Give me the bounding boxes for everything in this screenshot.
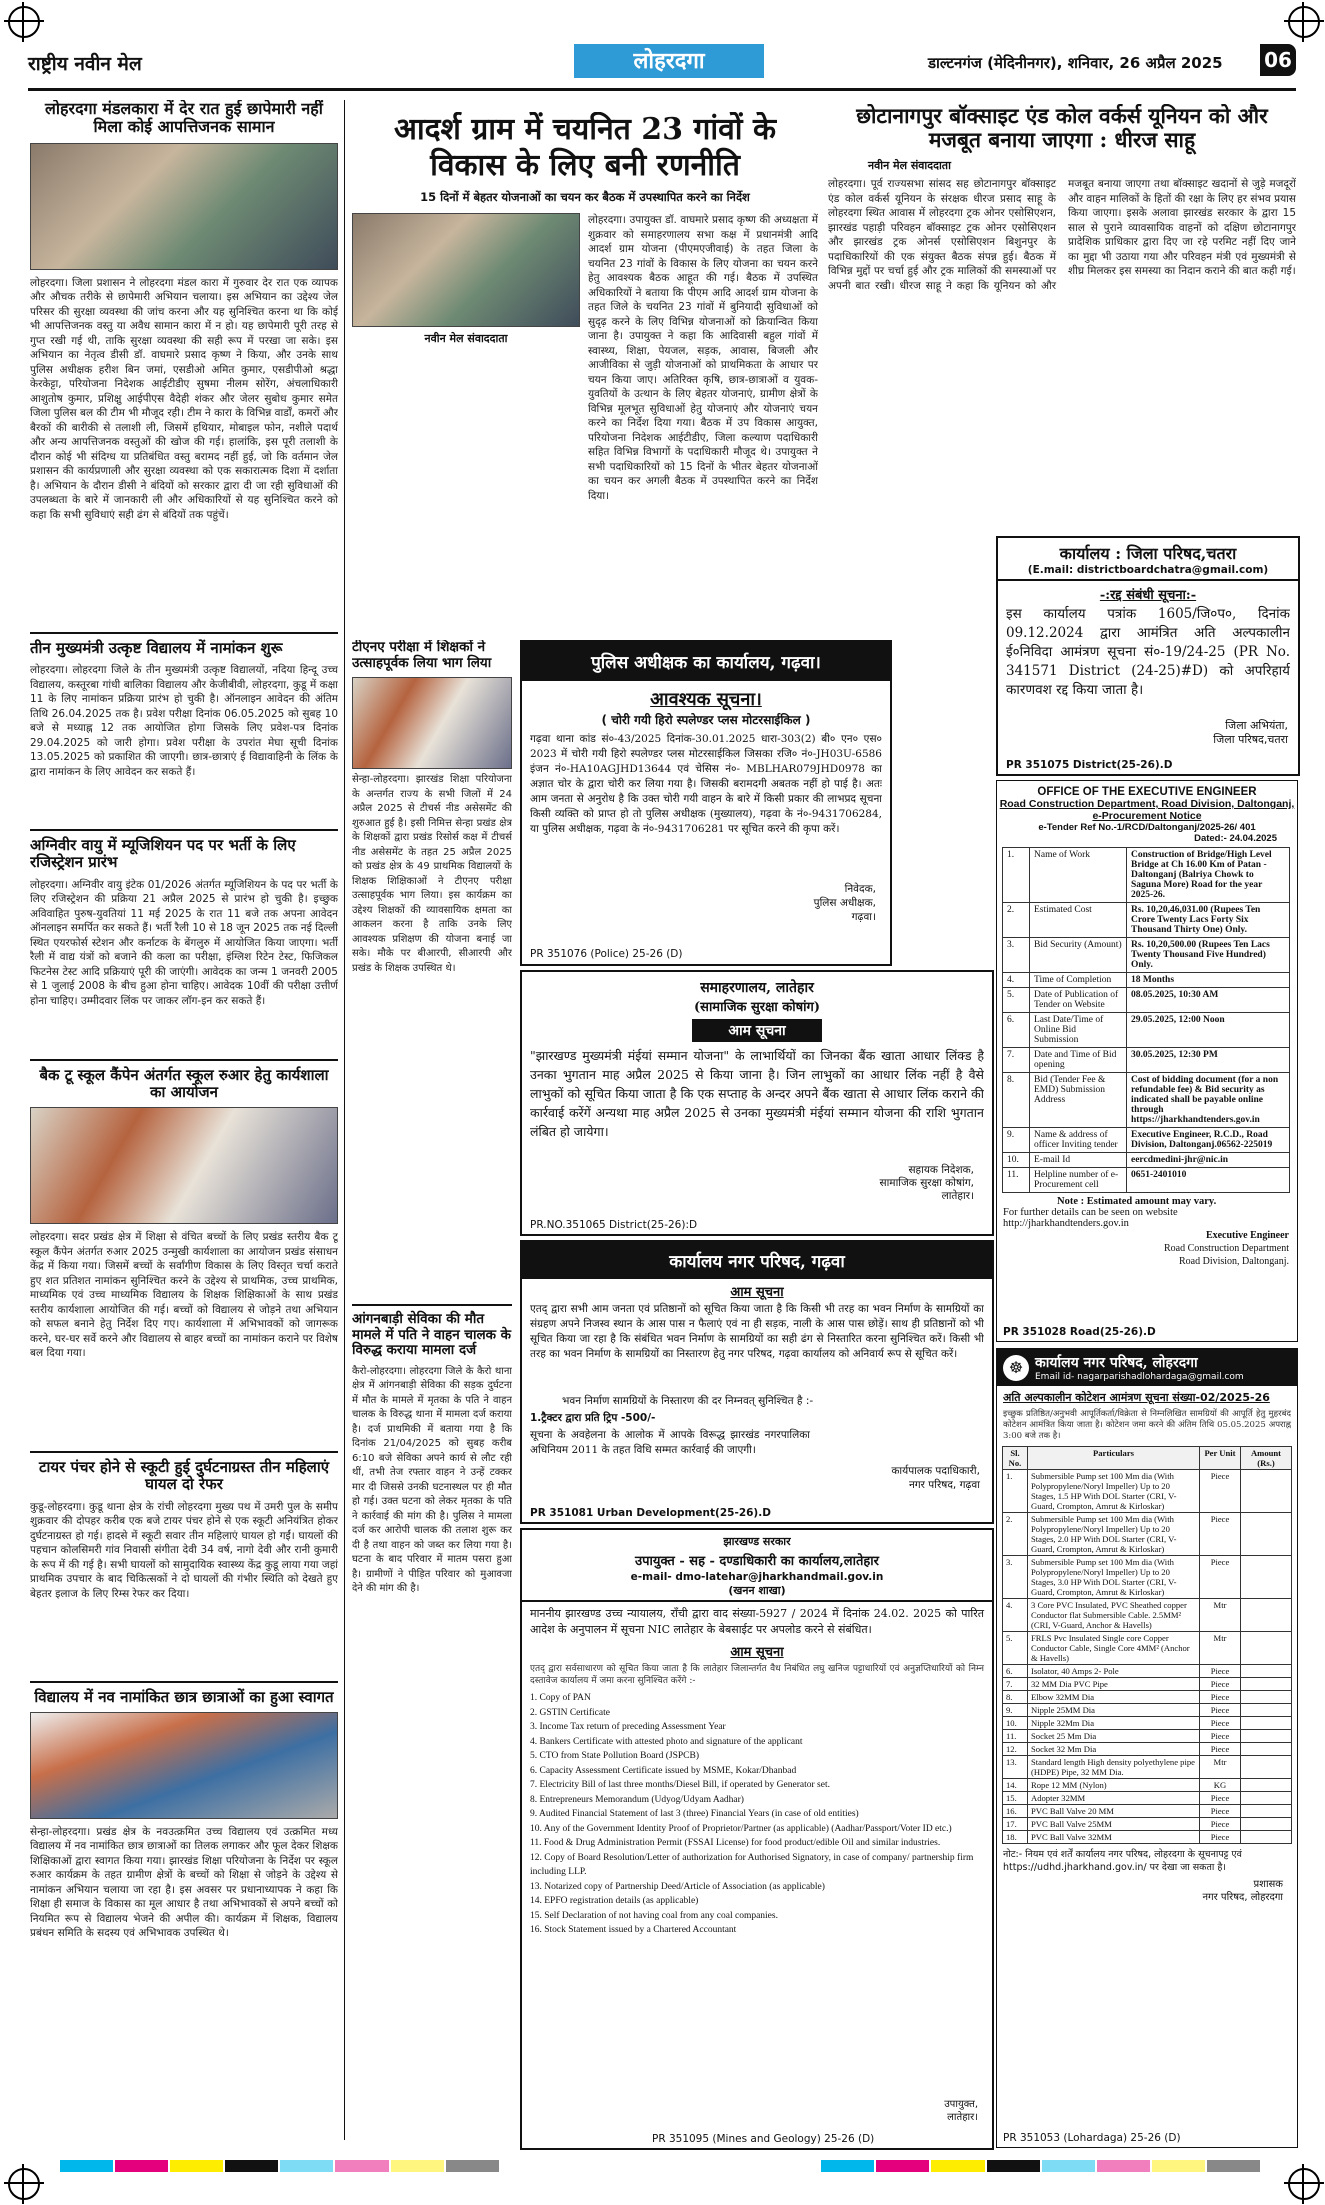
table-cell: 15. <box>1003 1792 1028 1805</box>
ad-sign: गढ़वा। <box>851 911 876 923</box>
section-title: लोहरदगा <box>574 44 764 78</box>
story-photo <box>352 677 512 769</box>
table-cell-amount <box>1241 1704 1292 1717</box>
table-row <box>1003 1665 1292 1678</box>
ad-body-2: सूचना के अवहेलना के आलोक में आपके विरूद्ध झारखंड नगरपालिका अधिनियम 2011 के तहत विधि सम्मत कार्रवाई की जाएगी। <box>530 1429 810 1456</box>
divider <box>30 632 338 634</box>
table-cell: 7. <box>1003 1048 1030 1073</box>
table-cell: Estimated Cost <box>1030 903 1127 938</box>
ad-pr-number: PR 351075 District(25-26).D <box>1006 759 1173 771</box>
story-scooty-accident <box>30 1459 338 1675</box>
ad-pr-number: PR 351076 (Police) 25-26 (D) <box>530 948 683 960</box>
ad-sign: निवेदक, <box>844 883 876 895</box>
table-header-cell: Amount (Rs.) <box>1241 1447 1292 1470</box>
table-cell: 6. <box>1003 1665 1028 1678</box>
story-headline: बैक टू स्कूल कैंपेन अंतर्गत स्कूल रुआर हेतु कार्यशाला का आयोजन <box>39 1065 329 1101</box>
story-body: कैरो-लोहरदगा। लोहरदगा जिले के कैरो थाना क्षेत्र में आंगनबाड़ी सेविका की सड़क दुर्घटना में मौत के मामले में मृतका के पति ने वाहन चालक के विरुद्ध थाना में मामला दर्ज कराया है। दर्ज प्राथमिकी में बताया गया है कि दिनांक 21/04/2025 को सुबह करीब 6:10 बजे सेविका अपने कार्य से लौट रही थीं, तभी तेज रफ्तार वाहन ने उन्हें टक्कर मार दी जिससे उनकी घटनास्थल पर ही मौत हो गई। उक्त घटना को लेकर मृतका के पति ने कार्रवाई की मांग की है। पुलिस ने मामला दर्ज कर आरोपी चालक की तलाश शुरू कर दी है तथा वाहन को जब्त कर लिया गया है। घटना के बाद परिवार में मातम पसरा हुआ है। ग्रामीणों ने पीड़ित परिवार को मुआवजा देने की मांग की है। <box>352 1365 512 1595</box>
table-row <box>1003 1013 1290 1048</box>
table-row <box>1003 1704 1292 1717</box>
ad-sign: जिला परिषद,चतरा <box>1213 733 1288 746</box>
table-cell: Submersible Pump set 100 Mm dia (With Polypropylene/Noryl Impeller) Up to 20 Stages, 2.0 HP With DOL Starter (CRI, V-Guard, Crompton, Amrut & Kirloskar) <box>1028 1513 1200 1556</box>
ad-body: गढ़वा थाना कांड सं०-43/2025 दिनांक-30.01.2025 धारा-303(2) बी० एन० एस० 2023 में चोरी गयी हिरो स्पलेण्डर प्लस मोटरसाईकिल जिसका रजि० नं०-JH03U-6586 इंजन नं०-HA10AGJHD13644 एवं चेसिस नं०- MBLHAR079JHD0978 का अज्ञात चोर के द्वारा चोरी कर लिया गया है। जिसकी बरामदगी अबतक नहीं हो पाई है। अतः आम जनता से अनुरोध है कि उक्त चोरी गयी वाहन के बारे में किसी प्रकार की लाभप्रद सूचना किसी व्यक्ति को प्राप्त हो तो पुलिस अधीक्षक (मुख्यालय), गढ़वा के नं०-9431706284, या पुलिस अधीक्षक, गढ़वा के नं०-9431706281 पर सूचित करने की कृपा करें। <box>530 733 882 835</box>
ad-intro: एतद् द्वारा सर्वसाधारण को सूचित किया जाता है कि लातेहार जिलान्तर्गत वैध निबंधित लघु खनिज पट्टाधारियों एवं अनुज्ञप्तिधारियों को निम्न दस्तावेज कार्यालय में जमा करना सुनिश्चित करेंगे :- <box>530 1664 984 1686</box>
table-row <box>1003 1743 1292 1756</box>
ad-pr-number: PR 351028 Road(25-26).D <box>1003 1326 1156 1338</box>
union-body: लोहरदगा। पूर्व राज्यसभा सांसद सह छोटानागपुर बॉक्साइट एंड कोल वर्कर्स यूनियन के संरक्षक धीरज प्रसाद साहू के लोहरदगा स्थित आवास में लोहरदगा ट्रक ओनर एसोसिएशन, झारखंड पहाड़ी परिवहन बॉक्साइट ट्रक ओनर एसोसिएशन और झारखंड ट्रक ओनर्स एसोसिएशन बिशुनपुर के पदाधिकारियों की एक संयुक्त बैठक संपन्न हुई। बैठक में विभिन्न मुद्दों पर चर्चा हुई और ट्रक मालिकों की समस्याओं पर अपनी बात रखी। धीरज साहू ने कहा कि यूनियन को और मजबूत बनाया जाएगा तथा बॉक्साइट खदानों से जुड़े मजदूरों और वाहन मालिकों के हितों की रक्षा के लिए हर संभव प्रयास किया जाएगा। इसके अलावा झारखंड सरकार के द्वारा 15 साल से पुराने व्यावसायिक वाहनों को दक्षिण छोटानागपुर प्रादेशिक प्राधिकार द्वारा दिए जा रहे परमिट नहीं दिए जाने का मुद्दा भी उठाया गया और परिवहन मंत्री एवं मुख्यमंत्री से शीघ्र मिलकर इस समस्या का निदान कराने की बात कही गई। <box>828 178 1296 292</box>
table-cell: 1. <box>1003 848 1030 903</box>
story-back-to-school <box>30 1067 338 1446</box>
ad-lead: माननीय झारखण्ड उच्च न्यायालय, राँची द्वारा वाद संख्या-5927 / 2024 में दिनांक 24.02. 2025 को पारित आदेश के अनुपालन में सूचना NIC लातेहार के बेबसाईट पर अपलोड करने से संबंधित। <box>530 1607 984 1636</box>
table-cell: Standard length High density polyethylene pipe (HDPE) Pipe, 32 MM Dia. <box>1028 1756 1200 1779</box>
table-cell: Piece <box>1200 1743 1241 1756</box>
divider <box>30 1681 338 1683</box>
document-list-item: 11. Food & Drug Administration Permit (FSSAI License) for food product/edible Oil and similar industries. <box>530 1838 941 1848</box>
document-list-item: 9. Audited Financial Statement of last 3 (three) Financial Years (in case of old entities) <box>530 1809 859 1819</box>
table-cell: FRLS Pvc Insulated Single core Copper Conductor Cable, Single Core 4MM² (Anchor & Havells) <box>1028 1632 1200 1665</box>
table-cell: Rope 12 MM (Nylon) <box>1028 1779 1200 1792</box>
table-cell: KG <box>1200 1779 1241 1792</box>
table-cell: Piece <box>1200 1691 1241 1704</box>
table-cell: Elbow 32MM Dia <box>1028 1691 1200 1704</box>
table-row <box>1003 1513 1292 1556</box>
table-row <box>1003 1599 1292 1632</box>
ad-sign: लातेहार। <box>947 2112 978 2123</box>
dateline: डाल्टनगंज (मेदिनीनगर), शनिवार, 26 अप्रैल 2025 <box>928 54 1223 72</box>
ad-email: e-mail- dmo-latehar@jharkhandmail.gov.in <box>630 1571 884 1583</box>
table-cell: 12. <box>1003 1743 1028 1756</box>
table-header-cell: Particulars <box>1028 1447 1200 1470</box>
table-cell: 11. <box>1003 1168 1030 1193</box>
table-cell: Name of Work <box>1030 848 1127 903</box>
table-cell: Piece <box>1200 1470 1241 1513</box>
story-headline: आंगनबाड़ी सेविका की मौत मामले में पति ने वाहन चालक के विरुद्ध कराया मामला दर्ज <box>352 1311 512 1359</box>
story-anganwadi <box>352 1312 512 2025</box>
table-cell: Submersible Pump set 100 Mm dia (With Polypropylene/Noryl Impeller) Up to 20 Stages, 1.5 HP With DOL Starter (CRI, V-Guard, Crompton, Amrut & Kirloskar) <box>1028 1470 1200 1513</box>
document-list-item: 6. Capacity Assessment Certificate issued by MSME, Kokar/Dhanbad <box>530 1765 797 1776</box>
document-list-item: 4. Bankers Certificate with attested photo and signature of the applicant <box>530 1736 803 1747</box>
table-cell: 32 MM Dia PVC Pipe <box>1028 1678 1200 1691</box>
table-cell: 9. <box>1003 1128 1030 1153</box>
ad-dept: (खनन शाखा) <box>522 1583 992 1602</box>
document-list-item: 7. Electricity Bill of last three months/Diesel Bill, if operated by Generator set. <box>530 1780 830 1790</box>
table-cell-amount <box>1241 1470 1292 1513</box>
ad-title: OFFICE OF THE EXECUTIVE ENGINEER <box>1037 786 1257 798</box>
ad-line: भवन निर्माण सामग्रियों के निस्तारण की दर निम्नवत् सुनिश्चित है :- <box>562 1395 814 1407</box>
table-cell: 29.05.2025, 12:00 Noon <box>1127 1013 1290 1048</box>
table-cell: PVC Ball Valve 20 MM <box>1028 1805 1200 1818</box>
table-cell: Socket 32 Mm Dia <box>1028 1743 1200 1756</box>
ad-title: कार्यालय नगर परिषद, गढ़वा <box>522 1242 992 1279</box>
table-cell: 8. <box>1003 1691 1028 1704</box>
union-story <box>828 104 1296 524</box>
table-row <box>1003 1556 1292 1599</box>
table-cell-amount <box>1241 1632 1292 1665</box>
table-cell-amount <box>1241 1805 1292 1818</box>
table-row <box>1003 1470 1292 1513</box>
table-row <box>1003 1792 1292 1805</box>
document-list-item: 16. Stock Statement issued by a Chartered Accountant <box>530 1925 737 1935</box>
table-row <box>1003 1678 1292 1691</box>
story-body: लोहरदगा। जिला प्रशासन ने लोहरदगा मंडल कारा में गुरुवार देर रात एक व्यापक और औचक तरीके से छापेमारी अभियान चलाया। इस अभियान का उद्देश्य जेल परिसर की सुरक्षा व्यवस्था की जांच करना और यह सुनिश्चित करना था कि कोई भी आपत्तिजनक वस्तु या अवैध सामान कारा में न हो। यह छापेमारी पूरी तरह से गुप्त रखी गई थी, ताकि सुरक्षा व्यवस्था की सही रूप में परखा जा सके। इस अभियान का नेतृत्व डीसी डॉ. वाघमारे प्रसाद कृष्ण ने किया, और उनके साथ पुलिस अधीक्षक हरीश बिन जमां, एसडीओ अमित कुमार, एसडीपीओ श्रद्धा केरकेट्टा, परियोजना निदेशक आईटीडीए सुषमा नीलम सोरेंग, अंचलाधिकारी आशुतोष कुमार, प्रशिक्षु आईपीएस वैदेही शंकर और जेलर सुबोध कुमार समेत जिला पुलिस बल की टीम भी मौजूद रही। टीम ने कारा के विभिन्न वार्डों, कमरों और बैरकों की बारीकी से तलाशी ली, जिसमें हथियार, मोबाइल फोन, नशीले पदार्थ और अन्य आपत्तिजनक वस्तुओं की खोज की गई। हालांकि, इस पूरी तलाशी के दौरान कोई भी संदिग्ध या प्रतिबंधित वस्तु बरामद नहीं हुई, जो कि वर्तमान जेल प्रशासन की कार्यप्रणाली और सुरक्षा व्यवस्था को एक सकारात्मक दिशा में दर्शाता है। अभियान के दौरान डीसी ने बंदियों को सरकार द्वारा दी जा रही सुविधाओं की उपलब्धता के बारे में जानकारी ली और अधिकारियों से यह सुनिश्चित करने को कहा कि सभी सुविधाएं सही ढंग से बंदियों तक पहुंचें। <box>30 276 338 521</box>
story-body: लोहरदगा। लोहरदगा जिले के तीन मुख्यमंत्री उत्कृष्ट विद्यालयों, नदिया हिन्दू उच्च विद्यालय, कस्तूरबा गांधी बालिका विद्यालय और केजीबीवी, लोहरदगा, कुडू में कक्षा 11 के लिए नामांकन प्रक्रिया प्रारंभ हो चुकी है। ऑनलाइन आवेदन की अंतिम तिथि 26.04.2025 तक है। प्रवेश परीक्षा दिनांक 06.05.2025 को सुबह 10 बजे से मध्याह्न 12 तक आयोजित होगा जिसके लिए प्रवेश-पत्र दिनांक 29.04.2025 को जारी होगा। प्रवेश परीक्षा के उपरांत मेघा सूची दिनांक 13.05.2025 को प्रकाशित की जाएगी। छात्र-छात्राएं ई विद्यावाहिनी के लिंक के द्वारा नामांकन के लिए आवेदन कर सकते हैं। <box>30 664 338 778</box>
table-cell: Submersible Pump set 100 Mm dia (With Polypropylene/Noryl Impeller) Up to 20 Stages, 3.0 HP With DOL Starter (CRI, V-Guard, Crompton, Amrut & Kirloskar) <box>1028 1556 1200 1599</box>
ad-title: समाहरणालय, लातेहार <box>700 980 814 996</box>
table-cell: 10. <box>1003 1153 1030 1168</box>
ad-gov: झारखण्ड सरकार <box>723 1535 791 1548</box>
ad-body: इस कार्यालय पत्रांक 1605/जि०प०, दिनांक 09.12.2024 द्वारा आमंत्रित अति अल्पकालीन ई०निविदा आमंत्रण सूचना सं०-19/24-25 (PR No. 341571 District (24-25)#D) को अपरिहार्य कारणवश रद्द किया जाता है। <box>1006 606 1290 698</box>
lead-body: लोहरदगा। उपायुक्त डॉ. वाघमारे प्रसाद कृष्ण की अध्यक्षता में शुक्रवार को समाहरणालय सभा कक्ष में प्रधानमंत्री आदि आदर्श ग्राम योजना (पीएमएजीवाई) के तहत जिला के चयनित 23 गांवों के विकास के लिए योजना का चयन करने हेतु आवश्यक बैठक आहूत की गई। बैठक में उपस्थित अधिकारियों ने बताया कि पीएम आदि आदर्श ग्राम योजना के तहत जिले के चयनित 23 गांवों में बुनियादी सुविधाओं को सुदृढ़ करने के लिए विभिन्न योजनाओं को क्रियान्वित किया जाना है। उपायुक्त ने कहा कि आदिवासी बहुल गांवों में स्वास्थ्य, शिक्षा, पेयजल, सड़क, आवास, बिजली और आजीविका से जुड़ी योजनाओं को प्राथमिकता के आधार पर चयन किया जाए। अतिरिक्त कृषि, छात्र-छात्राओं व युवक-युवतियों के उत्थान के लिए बेहतर योजनाएं, ग्रामीण क्षेत्रों के विभिन्न मूलभूत सुविधाओं हेतु योजनाएं और योजनाएं चयन करने का निर्देश दिया गया। बैठक में उप विकास आयुक्त, परियोजना निदेशक आईटीडीए, जिला कल्याण पदाधिकारी सहित विभिन्न विभागों के पदाधिकारी मौजूद थे। उपायुक्त ने सभी पदाधिकारियों को 15 दिनों के भीतर बेहतर योजनाओं का चयन कर अगली बैठक में उपस्थापित करने का निर्देश दिया। <box>588 214 818 502</box>
table-cell-amount <box>1241 1513 1292 1556</box>
table-cell-amount <box>1241 1678 1292 1691</box>
table-cell: 0651-2401010 <box>1127 1168 1290 1193</box>
table-row <box>1003 1128 1290 1153</box>
story-body: सेन्हा-लोहरदगा। प्रखंड क्षेत्र के नवउत्क्रमित उच्च विद्यालय एवं उत्क्रमित मध्य विद्यालय में नव नामांकित छात्र छात्राओं का तिलक लगाकर और फूल देकर शिक्षक शिक्षिकाओं द्वारा स्वागत किया गया। झारखंड शिक्षा परियोजना के निर्देश पर स्कूल रुआर कार्यक्रम के तहत ग्रामीण क्षेत्रों के बच्चों को शिक्षा से जोड़ने के उद्देश्य से नामांकन अभियान चलाया जा रहा है। इस अवसर पर प्रधानाध्यापक ने कहा कि शिक्षा ही समाज के विकास का मूल आधार है तथा अभिभावकों से अपने बच्चों को नियमित रूप से विद्यालय भेजने की अपील की। कार्यक्रम में शिक्षक, विद्यालय प्रबंधन समिति के सदस्य एवं अभिभावक उपस्थित थे। <box>30 1825 338 1940</box>
middle-story-column <box>352 640 512 2140</box>
page-header <box>28 44 1296 84</box>
table-cell: 2. <box>1003 903 1030 938</box>
table-cell: Executive Engineer, R.C.D., Road Division, Daltonganj.06562-225019 <box>1127 1128 1290 1153</box>
table-cell: Name & address of officer Inviting tender <box>1030 1128 1127 1153</box>
table-cell: 11. <box>1003 1730 1028 1743</box>
table-cell: Date of Publication of Tender on Website <box>1030 988 1127 1013</box>
story-tna-exam <box>352 640 512 1298</box>
table-cell: Nipple 32Mm Dia <box>1028 1717 1200 1730</box>
story-photo <box>30 143 338 270</box>
ad-ref: e-Tender Ref No.-1/RCD/Daltonganj/2025-26/ 401 <box>1038 822 1256 833</box>
story-agniveer <box>30 837 338 1053</box>
table-cell: Last Date/Time of Online Bid Submission <box>1030 1013 1127 1048</box>
story-body: लोहरदगा। सदर प्रखंड क्षेत्र में शिक्षा से वंचित बच्चों के लिए प्रखंड स्तरीय बैक टू स्कूल कैंपेन अंतर्गत रुआर 2025 उन्मुखी कार्यशाला का आयोजन प्रखंड संसाधन केंद्र में किया गया। जिसमें बच्चों के सर्वांगीण विकास के लिए विस्तृत चर्चा कराते हुए शत प्रतिशत नामांकन सुनिश्चित करने के उद्देश्य से प्राथमिक, उच्च प्राथमिक, माध्यमिक एवं उच्च माध्यमिक विद्यालय के शिक्षक शिक्षिकाओं के साथ प्रखंड स्तरीय कार्यशाला आयोजित की गई। बच्चों को विद्यालय से जोड़ने तथा अभियान को सफल बनाने हेतु निर्देश दिए गए। कार्यशाला में अभिभावकों को जागरूक करने, घर-घर सर्वे करने और विद्यालय से बाहर बच्चों का नामांकन कराने पर विशेष बल दिया गया। <box>30 1231 338 1360</box>
ad-sign: Road Construction Department <box>1164 1243 1289 1254</box>
table-header-row <box>1003 1447 1292 1470</box>
table-cell: Mtr <box>1200 1632 1241 1665</box>
ad-subtitle: (सामाजिक सुरक्षा कोषांग) <box>694 1000 820 1015</box>
header-rule <box>28 88 1296 91</box>
table-cell: 5. <box>1003 988 1030 1013</box>
story-photo <box>30 1107 338 1224</box>
table-cell: 9. <box>1003 1704 1028 1717</box>
table-row <box>1003 903 1290 938</box>
ad-sign: जिला अभियंता, <box>1225 719 1288 732</box>
ad-sign: कार्यपालक पदाधिकारी, <box>891 1465 980 1477</box>
table-row <box>1003 1805 1292 1818</box>
ad-sign: नगर परिषद, लोहरदगा <box>1202 1892 1283 1903</box>
ad-pr-number: PR 351053 (Lohardaga) 25-26 (D) <box>1003 2132 1181 2144</box>
divider <box>352 1304 512 1306</box>
ad-note: Note : Estimated amount may vary. <box>1057 1196 1217 1207</box>
table-cell: 8. <box>1003 1073 1030 1128</box>
table-cell: 10. <box>1003 1717 1028 1730</box>
document-list-item: 14. EPFO registration details (as applicable) <box>530 1896 699 1906</box>
table-cell: Adopter 32MM <box>1028 1792 1200 1805</box>
registration-mark-top-right <box>1288 6 1320 38</box>
story-body: सेन्हा-लोहरदगा। झारखंड शिक्षा परियोजना के अन्तर्गत राज्य के सभी जिलों में 24 अप्रैल 2025 से टीचर्स नीड असेसमेंट की शुरुआत हुई है। इसी निमित्त सेन्हा प्रखंड क्षेत्र के शिक्षकों द्वारा प्रखंड रिसोर्स कक्ष में टीचर्स नीड असेसमेंट के तहत 25 अप्रैल 2025 को प्रखंड क्षेत्र के 49 प्राथमिक विद्यालयों के शिक्षक शिक्षिकाओं ने टीएनए परीक्षा उत्साहपूर्वक भाग लिया। इस कार्यक्रम का उद्देश्य शिक्षकों की व्यावसायिक क्षमता का आकलन करना है ताकि उनके लिए आवश्यक प्रशिक्षण की योजना बनाई जा सके। मौके पर बीआरपी, सीआरपी और प्रखंड के शिक्षक उपस्थित थे। <box>352 774 512 974</box>
table-cell: E-mail Id <box>1030 1153 1127 1168</box>
table-cell-amount <box>1241 1792 1292 1805</box>
table-cell: 08.05.2025, 10:30 AM <box>1127 988 1290 1013</box>
table-cell: Piece <box>1200 1792 1241 1805</box>
table-row <box>1003 1073 1290 1128</box>
table-cell: Piece <box>1200 1831 1241 1844</box>
table-row <box>1003 1818 1292 1831</box>
ad-title: पुलिस अधीक्षक का कार्यालय, गढ़वा। <box>522 642 890 681</box>
union-headline: छोटानागपुर बॉक्साइट एंड कोल वर्कर्स यूनियन को और मजबूत बनाया जाएगा : धीरज साहू <box>856 104 1268 153</box>
story-headline: तीन मुख्यमंत्री उत्कृष्ट विद्यालय में नामांकन शुरू <box>30 638 283 657</box>
union-byline: नवीन मेल संवाददाता <box>868 159 951 173</box>
document-list-item: 15. Self Declaration of not having coal from any coal companies. <box>530 1910 778 1921</box>
table-row <box>1003 1632 1292 1665</box>
table-cell: 4. <box>1003 973 1030 988</box>
masthead: राष्ट्रीय नवीन मेल <box>28 53 142 75</box>
document-list-item: 12. Copy of Board Resolution/Letter of authorization for Authorised Signatory, in case of company/ partnership firm including LLP. <box>530 1852 974 1877</box>
table-cell: 16. <box>1003 1805 1028 1818</box>
ad-sign: Road Division, Daltonganj. <box>1179 1256 1289 1267</box>
table-cell: 3 Core PVC Insulated, PVC Sheathed copper Conductor flat Submersible Cable. 2.5MM² (CRI, V-Guard, Anchor & Havells) <box>1028 1599 1200 1632</box>
document-list-item: 10. Any of the Government Identity Proof of Proprietor/Partner (as applicable) (Aadhar/Passport/Voter ID etc.) <box>530 1823 952 1834</box>
ad-email: Email id- nagarparishadlohardaga@gmail.com <box>1035 1372 1244 1382</box>
document-list-item: 8. Entrepreneurs Memorandum (Udyog/Udyam Aadhar) <box>530 1794 744 1805</box>
ad-notice-title: आम सूचना <box>692 1019 822 1042</box>
table-cell: 2. <box>1003 1513 1028 1556</box>
table-cell: Time of Completion <box>1030 973 1127 988</box>
table-cell-amount <box>1241 1556 1292 1599</box>
table-cell: Piece <box>1200 1665 1241 1678</box>
table-row <box>1003 973 1290 988</box>
ad-foot-note: नोट:- नियम एवं शर्तें कार्यालय नगर परिषद, लोहरदगा के सूचनापट्ट एवं https://udhd.jharkhand.gov.in/ पर देखा जा सकता है। <box>1003 1849 1242 1873</box>
ad-body: "झारखण्ड मुख्यमंत्री मंईयां सम्मान योजना" के लाभार्थियों का जिनका बैंक खाता आधार लिंक्ड है उनका भुगतान माह अप्रैल 2025 से किया जाना है। जिन लाभुकों का आधार लिंक नहीं है वैसे लाभुकों को सूचित किया जाता है कि एक सप्ताह के अन्दर अपने बैंक खाता से आधार लिंक कराने की कार्रवाई करेंगें अन्यथा माह अप्रैल 2025 से उनका मुख्यमंत्री मंईयां सम्मान योजना की राशि भुगतान लंबित हो जायेगा। <box>530 1048 984 1139</box>
table-row <box>1003 988 1290 1013</box>
table-cell-amount <box>1241 1730 1292 1743</box>
table-row <box>1003 1717 1292 1730</box>
table-cell: PVC Ball Valve 25MM <box>1028 1818 1200 1831</box>
ad-pr-number: PR 351081 Urban Development(25-26).D <box>530 1507 771 1519</box>
ad-intro: इच्छुक प्रतिष्ठित/अनुभवी आपूर्तिकर्ता/विक्रेता से निम्नलिखित सामग्रियों की आपूर्ति हेतु मुहरबंद कोटेशन आमंत्रित किया जाता है। कोटेशन जमा करने की अंतिम तिथि 05.05.2025 अपराह्न 3:00 बजे तक है। <box>1003 1409 1291 1441</box>
table-cell: 5. <box>1003 1632 1028 1665</box>
table-cell: 3. <box>1003 938 1030 973</box>
table-cell: 4. <box>1003 1599 1028 1632</box>
tender-table <box>1002 847 1290 1193</box>
table-cell: Mtr <box>1200 1599 1241 1632</box>
color-calibration-bar <box>60 2160 1260 2172</box>
emblem-icon: ☸ <box>1003 1355 1029 1381</box>
lead-photo <box>352 213 580 327</box>
table-cell: 18 Months <box>1127 973 1290 988</box>
ad-subtitle: ( चोरी गयी हिरो स्पलेण्डर प्लस मोटरसाईकिल ) <box>601 713 811 727</box>
ad-body: एतद् द्वारा सभी आम जनता एवं प्रतिष्ठानों को सूचित किया जाता है कि किसी भी तरह का भवन निर्माण के सामग्रियों का संग्रहण अपने निजस्व स्थान के आस पास न फैलाएं एवं ना ही सड़क, नाली के आस पास छोड़ें। साथ ही प्रतिष्ठानों को भी सूचित किया जा रहा है कि संबंधित भवन निर्माण के सामग्रियों का सही ढंग से निस्तारित करना सुनिश्चित करें। किसी भी तरह का भवन निर्माण के सामग्रियों का निस्तारण हेतु नगर परिषद, गढ़वा कार्यालय को अनिवार्य रूप से सूचित करें। <box>530 1303 984 1360</box>
table-cell: Piece <box>1200 1805 1241 1818</box>
lead-story <box>352 112 818 632</box>
table-cell: Piece <box>1200 1678 1241 1691</box>
table-cell: Rs. 10,20,500.00 (Rupees Ten Lacs Twenty Thousand Five Hundred) Only. <box>1127 938 1290 973</box>
divider <box>30 1451 338 1453</box>
ad-notice-title: आवश्यक सूचना। <box>650 689 762 710</box>
ad-sign: नगर परिषद, गढ़वा <box>908 1479 980 1491</box>
table-cell: 6. <box>1003 1013 1030 1048</box>
story-headline: विद्यालय में नव नामांकित छात्र छात्राओं का हुआ स्वागत <box>34 1687 334 1706</box>
page-number: 06 <box>1260 44 1296 76</box>
items-table <box>1002 1446 1292 1844</box>
story-headline: अग्निवीर वायु में म्यूजिशियन पद पर भर्ती के लिए रजिस्ट्रेशन प्रारंभ <box>30 836 296 872</box>
ad-nagar-parishad-garhwa <box>520 1240 994 1524</box>
ad-title: कार्यालय : जिला परिषद,चतरा <box>998 538 1298 564</box>
story-body: लोहरदगा। अग्निवीर वायु इंटेक 01/2026 अंतर्गत म्यूजिशियन के पद पर भर्ती के लिए रजिस्ट्रेशन की प्रक्रिया 21 अप्रैल 2025 से प्रारंभ हो चुकी है। इच्छुक अविवाहित पुरुष-युवतियां 11 मई 2025 के रात 11 बजे तक अपना आवेदन ऑनलाइन समर्पित कर सकते हैं। भर्ती रैली 10 से 18 जून 2025 तक नई दिल्ली स्थित एयरफोर्स स्टेशन और कर्नाटक के बेंगलुरु में आयोजित किया जाएगा। भर्ती रैली में वाद्य यंत्रों को बजाने की कला का परीक्षा, इंग्लिश रिटेन टेस्ट, फिजिकल फिटनेस टेस्ट आदि प्रक्रियाएं पूरी की जाएंगी। आवेदक का जन्म 1 जनवरी 2005 से 1 जुलाई 2008 के बीच हुआ होना चाहिए। आवेदक 10वीं की परीक्षा उत्तीर्ण होना चाहिए। उम्मीदवार लिंक पर जाकर लॉग-इन कर सकते हैं। <box>30 878 338 1007</box>
document-list-item: 2. GSTIN Certificate <box>530 1707 610 1718</box>
table-cell: 1. <box>1003 1470 1028 1513</box>
ad-title: उपायुक्त - सह - दण्डाधिकारी का कार्यालय,लातेहार <box>522 1549 992 1571</box>
ad-sign: सामाजिक सुरक्षा कोषांग, <box>879 1177 974 1189</box>
ad-chatra-zila-parishad <box>996 536 1300 776</box>
ad-pr-number: PR 351095 (Mines and Geology) 25-26 (D) <box>652 2133 875 2145</box>
table-cell-amount <box>1241 1756 1292 1779</box>
table-header-cell: Per Unit <box>1200 1447 1241 1470</box>
table-cell: Piece <box>1200 1818 1241 1831</box>
table-cell: Helpline number of e-Procurement cell <box>1030 1168 1127 1193</box>
table-row <box>1003 1691 1292 1704</box>
ad-dept: Road Construction Department, Road Division, Daltonganj, <box>999 798 1295 810</box>
table-row <box>1003 1730 1292 1743</box>
table-cell: Cost of bidding document (for a non refundable fee) & Bid security as indicated shall be payable online through https://jharkhandtenders.gov.in <box>1127 1073 1290 1128</box>
ad-police-garhwa <box>520 640 892 966</box>
table-cell-amount <box>1241 1599 1292 1632</box>
divider <box>30 829 338 831</box>
table-cell: Construction of Bridge/High Level Bridge at Ch 16.00 Km of Patan - Daltonganj (Balriya Chowk to Saguna More) Road for the year 2025-26. <box>1127 848 1290 903</box>
table-cell: PVC Ball Valve 32MM <box>1028 1831 1200 1844</box>
table-cell: 7. <box>1003 1678 1028 1691</box>
table-cell-amount <box>1241 1717 1292 1730</box>
story-body: कुडू-लोहरदगा। कुडू थाना क्षेत्र के रांची लोहरदगा मुख्य पथ में उमरी पुल के समीप शुक्रवार की दोपहर करीब एक बजे टायर पंचर होने से एक स्कूटी अनियंत्रित होकर दुर्घटनाग्रस्त हो गई। हादसे में स्कूटी सवार तीन महिलाएं घायल हो गईं। घायलों की पहचान कोलसिमरी गांव निवासी संगीता देवी 34 वर्ष, नागो देवी और रानी कुमारी के रूप में की गई है। सभी घायलों को सामुदायिक स्वास्थ्य केंद्र कुडू लाया गया जहां प्राथमिक उपचार के बाद चिकित्सकों ने दो घायलों की गंभीर स्थिति को देखते हुए बेहतर इलाज के लिए रिम्स रेफर कर दिया। <box>30 1500 338 1600</box>
ad-notice-title: अति अल्पकालीन कोटेशन आमंत्रण सूचना संख्या-02/2025-26 <box>1003 1391 1270 1404</box>
table-row <box>1003 1756 1292 1779</box>
ad-notice-title: आम सूचना <box>730 1645 784 1660</box>
table-cell: Piece <box>1200 1704 1241 1717</box>
ad-email: (E.mail: districtboardchatra@gmail.com) <box>998 564 1298 581</box>
table-cell: 30.05.2025, 12:30 PM <box>1127 1048 1290 1073</box>
ad-eprocurement: e-Procurement Notice <box>1092 810 1202 822</box>
registration-mark-bottom-right <box>1288 2168 1320 2200</box>
table-cell: Nipple 25MM Dia <box>1028 1704 1200 1717</box>
table-cell: Isolator, 40 Amps 2- Pole <box>1028 1665 1200 1678</box>
story-new-admission <box>30 1689 338 2015</box>
ad-sign: उपायुक्त, <box>944 2099 978 2110</box>
table-header-cell: Sl. No. <box>1003 1447 1028 1470</box>
table-row <box>1003 1168 1290 1193</box>
lead-headline: आदर्श ग्राम में चयनित 23 गांवों के विकास के लिए बनी रणनीति <box>393 112 777 183</box>
ad-notice-title: आम सूचना <box>730 1285 784 1300</box>
table-cell: Bid (Tender Fee & EMD) Submission Address <box>1030 1073 1127 1128</box>
table-cell: 18. <box>1003 1831 1028 1844</box>
ad-tender-rcd-daltonganj <box>996 780 1298 1342</box>
ad-sign: प्रशासक <box>1253 1879 1283 1890</box>
left-column <box>30 100 338 2140</box>
document-list-item: 3. Income Tax return of preceding Assessment Year <box>530 1722 726 1732</box>
divider <box>30 1059 338 1061</box>
table-cell: Piece <box>1200 1513 1241 1556</box>
story-jail-raid <box>30 100 338 626</box>
table-row <box>1003 938 1290 973</box>
story-headline: टीएनए परीक्षा में शिक्षकों ने उत्साहपूर्वक लिया भाग लिया <box>352 640 492 671</box>
ad-dated: Dated:- 24.04.2025 <box>1194 833 1277 844</box>
ad-sign: सहायक निदेशक, <box>908 1164 974 1176</box>
table-cell: Piece <box>1200 1717 1241 1730</box>
table-cell: Piece <box>1200 1556 1241 1599</box>
lead-deck: 15 दिनों में बेहतर योजनाओं का चयन कर बैठक में उपस्थापित करने का निर्देश <box>420 190 750 204</box>
ad-title: कार्यालय नगर परिषद, लोहरदगा <box>1035 1355 1198 1371</box>
story-photo <box>30 1712 338 1819</box>
table-cell-amount <box>1241 1691 1292 1704</box>
table-cell-amount <box>1241 1743 1292 1756</box>
table-cell-amount <box>1241 1779 1292 1792</box>
table-row <box>1003 1153 1290 1168</box>
table-cell-amount <box>1241 1831 1292 1844</box>
table-row <box>1003 848 1290 903</box>
ad-document-list <box>530 1691 984 1938</box>
story-headline: टायर पंचर होने से स्कूटी हुई दुर्घटनाग्रस्त तीन महिलाएं घायल दो रेफर <box>38 1458 330 1494</box>
column-rule <box>344 100 345 2140</box>
table-cell: 3. <box>1003 1556 1028 1599</box>
story-headline: लोहरदगा मंडलकारा में देर रात हुई छापेमारी नहीं मिला कोई आपत्तिजनक सामान <box>45 100 323 137</box>
ad-nagar-parishad-lohardaga <box>996 1348 1298 2148</box>
story-school-admission <box>30 640 338 823</box>
document-list-item: 5. CTO from State Pollution Board (JSPCB) <box>530 1751 699 1761</box>
table-cell: Bid Security (Amount) <box>1030 938 1127 973</box>
ad-sign: पुलिस अधीक्षक, <box>813 897 876 909</box>
table-cell: Date and Time of Bid opening <box>1030 1048 1127 1073</box>
table-cell-amount <box>1241 1818 1292 1831</box>
document-list-item: 13. Notarized copy of Partnership Deed/Article of Association (as applicable) <box>530 1881 825 1892</box>
table-row <box>1003 1831 1292 1844</box>
ad-sign: Executive Engineer <box>1205 1230 1289 1241</box>
lead-byline: नवीन मेल संवाददाता <box>424 332 508 345</box>
table-cell: 17. <box>1003 1818 1028 1831</box>
document-list-item: 1. Copy of PAN <box>530 1693 591 1703</box>
ad-rate: 1.ट्रैक्टर द्वारा प्रति ट्रिप -500/- <box>530 1412 656 1424</box>
table-row <box>1003 1048 1290 1073</box>
table-cell: 14. <box>1003 1779 1028 1792</box>
table-cell: 13. <box>1003 1756 1028 1779</box>
registration-mark-bottom-left <box>8 2168 40 2200</box>
table-cell: eercdmedini-jhr@nic.in <box>1127 1153 1290 1168</box>
ad-mining-latehar <box>520 1528 994 2150</box>
ad-social-security-latehar <box>520 970 994 1236</box>
table-cell: Piece <box>1200 1730 1241 1743</box>
table-row <box>1003 1779 1292 1792</box>
table-cell: Rs. 10,20,46,031.00 (Rupees Ten Crore Twenty Lacs Forty Six Thousand Thirty One) Only. <box>1127 903 1290 938</box>
table-cell: Socket 25 Mm Dia <box>1028 1730 1200 1743</box>
ad-pr-number: PR.NO.351065 District(25-26):D <box>530 1219 698 1231</box>
ad-notice-title: -:रद्द संबंधी सूचना:- <box>1099 588 1197 603</box>
registration-mark-top-left <box>8 6 40 38</box>
table-cell: Mtr <box>1200 1756 1241 1779</box>
ad-sign: लातेहार। <box>941 1190 974 1202</box>
table-cell-amount <box>1241 1665 1292 1678</box>
ad-further: For further details can be seen on website http://jharkhandtenders.gov.in <box>1003 1207 1178 1229</box>
